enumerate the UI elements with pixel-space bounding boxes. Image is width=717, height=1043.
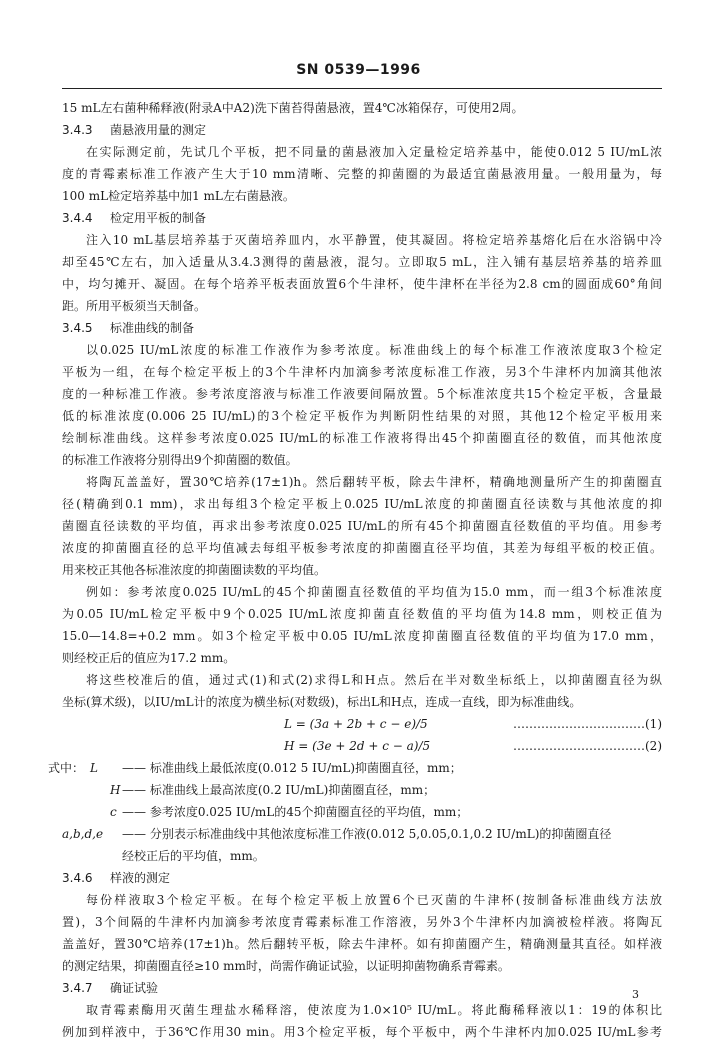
formula-number: ……………………………(1) xyxy=(513,717,662,731)
definition-text: —— 分别表示标准曲线中其他浓度标准工作液(0.012 5,0.05,0.1,0.2 IU/mL)的抑菌圈直径 xyxy=(122,827,612,841)
definition-symbol: H xyxy=(110,783,121,797)
section-number: 3.4.7 xyxy=(62,981,93,995)
formula-row xyxy=(62,735,662,757)
paragraph-line: 为0.05 IU/mL检定平板中9个0.025 IU/mL浓度抑菌直径数值的平均值为14.8 mm，则校正值为 xyxy=(62,607,662,621)
paragraph-line: 的测定结果，抑菌圈直径≥10 mm时，尚需作确证试验，以证明抑菌物确系青霉素。 xyxy=(62,959,510,973)
paragraph-line: 度的青霉素标准工作液产生大于10 mm清晰、完整的抑菌圈的为最适宜菌悬液用量。一般用量为，每 xyxy=(62,167,662,181)
paragraph-line: 盖盖好，置30℃培养(17±1)h。然后翻转平板，除去牛津杯。如有抑菌圈产生，精确测量其直径。如样液 xyxy=(62,937,662,951)
document-body xyxy=(48,97,662,1043)
paragraph-line: 径(精确到0.1 mm)，求出每组3个检定平板上0.025 IU/mL浓度的抑菌圈直径读数与其他浓度的抑 xyxy=(62,497,662,511)
definition-symbol: a,b,d,e xyxy=(62,827,104,841)
paragraph-line: 用来校正其他各标准浓度的抑菌圈读数的平均值。 xyxy=(62,563,327,577)
definition-text: —— 标准曲线上最低浓度(0.012 5 IU/mL)抑菌圈直径，mm； xyxy=(122,761,462,775)
section-heading xyxy=(62,207,662,229)
paragraph-line: 绘制标准曲线。这样参考浓度0.025 IU/mL的标准工作液将得出45个抑菌圈直径的数值，而其他浓度 xyxy=(62,431,662,445)
section-number: 3.4.3 xyxy=(62,123,93,137)
formula-equation: L = (3a + 2b + c − e)/5 xyxy=(284,717,428,731)
paragraph-line: 浓度的抑菌圈直径的总平均值减去每组平板参考浓度的抑菌圈直径平均值，其差为每组平板的校正值。 xyxy=(62,541,662,555)
page-number: 3 xyxy=(632,988,639,1001)
paragraph-line: 坐标(算术级)，以IU/mL计的浓度为横坐标(对数级)，标出L和H点，连成一直线，即为标准曲线。 xyxy=(62,695,582,709)
paragraph-line: 例如：参考浓度0.025 IU/mL的45个抑菌圈直径数值的平均值为15.0 mm，而一组3个标准浓度 xyxy=(86,585,662,599)
paragraph-line: 例加到样液中，于36℃作用30 min。用3个检定平板，每个平板中，两个牛津杯内加0.025 IU/mL参考 xyxy=(62,1025,662,1039)
formula-row xyxy=(62,713,662,735)
definition-continuation: 经校正后的平均值，mm。 xyxy=(122,849,265,863)
definition-symbol: c xyxy=(110,805,117,819)
paragraph-line: 注入10 mL基层培养基于灭菌培养皿内，水平静置，使其凝固。将检定培养基熔化后在水浴锅中冷 xyxy=(86,233,662,247)
section-title: 菌悬液用量的测定 xyxy=(110,123,207,137)
formula-equation: H = (3e + 2d + c − a)/5 xyxy=(284,739,431,753)
paragraph-line: 置)，3个间隔的牛津杯内加滴参考浓度青霉素标准工作溶液，另外3个牛津杯内加滴被检样液。将陶瓦 xyxy=(62,915,662,929)
section-number: 3.4.4 xyxy=(62,211,93,225)
paragraph-line: 15 mL左右菌种稀释液(附录A中A2)洗下菌苔得菌悬液，置4℃冰箱保存，可使用2周。 xyxy=(62,101,524,115)
section-title: 检定用平板的制备 xyxy=(110,211,207,225)
paragraph-line: 却至45℃左右，加入适量从3.4.3测得的菌悬液，混匀。立即取5 mL，注入铺有基层培养基的培养皿 xyxy=(62,255,662,269)
section-number: 3.4.5 xyxy=(62,321,93,335)
formula-number: ……………………………(2) xyxy=(513,739,662,753)
paragraph-line: 以0.025 IU/mL浓度的标准工作液作为参考浓度。标准曲线上的每个标准工作液浓度取3个检定 xyxy=(86,343,662,357)
paragraph-line: 将这些校准后的值，通过式(1)和式(2)求得L和H点。然后在半对数坐标纸上，以抑菌圈直径为纵 xyxy=(86,673,662,687)
symbol-definition xyxy=(62,801,662,823)
paragraph-line: 将陶瓦盖盖好，置30℃培养(17±1)h。然后翻转平板，除去牛津杯，精确地测量所产生的抑菌圈直 xyxy=(86,475,662,489)
section-heading xyxy=(62,119,662,141)
section-title: 样液的测定 xyxy=(110,871,171,885)
definition-symbol: L xyxy=(90,761,98,775)
paragraph-line: 则经校正后的值应为17.2 mm。 xyxy=(62,651,236,665)
header-divider xyxy=(62,88,662,89)
definition-text: —— 参考浓度0.025 IU/mL的45个抑菌圈直径的平均值，mm； xyxy=(122,805,469,819)
symbol-definition xyxy=(62,823,662,845)
paragraph-line: 距。所用平板须当天制备。 xyxy=(62,299,207,313)
paragraph-line: 的标准工作液将分别得出9个抑菌圈的数值。 xyxy=(62,453,298,467)
section-heading xyxy=(62,867,662,889)
section-title: 标准曲线的制备 xyxy=(110,321,195,335)
paragraph-line: 在实际测定前，先试几个平板，把不同量的菌悬液加入定量检定培养基中，能使0.012 5 IU/mL浓 xyxy=(86,145,662,159)
section-title: 确证试验 xyxy=(110,981,159,995)
paragraph-line: 度的一种标准工作液。参考浓度溶液与标准工作液要间隔放置。5个标准浓度共15个检定平板，含量最 xyxy=(62,387,662,401)
paragraph-line: 每份样液取3个检定平板。在每个检定平板上放置6个已灭菌的牛津杯(按制备标准曲线方法放 xyxy=(86,893,662,907)
section-number: 3.4.6 xyxy=(62,871,93,885)
paragraph-line: 15.0—14.8=+0.2 mm。如3个检定平板中0.05 IU/mL浓度抑菌圈直径数值的平均值为17.0 mm， xyxy=(62,629,662,643)
paragraph-line: 100 mL检定培养基中加1 mL左右菌悬液。 xyxy=(62,189,295,203)
paragraph-line: 低的标准浓度(0.006 25 IU/mL)的3个检定平板作为判断阴性结果的对照，其他12个检定平板用来 xyxy=(62,409,662,423)
standard-code-header: SN 0539—1996 xyxy=(296,62,421,78)
paragraph-line: 中，均匀摊开、凝固。在每个培养平板表面放置6个牛津杯，使牛津杯在半径为2.8 cm的圆面成60°角间 xyxy=(62,277,662,291)
section-heading xyxy=(62,977,662,999)
symbol-definition xyxy=(48,757,662,779)
paragraph-line: 取青霉素酶用灭菌生理盐水稀释溶，使浓度为1.0×10⁵ IU/mL。将此酶稀释液以1：19的体积比 xyxy=(86,1003,662,1017)
section-heading xyxy=(62,317,662,339)
definition-prefix: 式中： xyxy=(48,761,85,775)
definition-text: —— 标准曲线上最高浓度(0.2 IU/mL)抑菌圈直径，mm； xyxy=(122,783,436,797)
paragraph-line: 菌圈直径读数的平均值，再求出参考浓度0.025 IU/mL的所有45个抑菌圈直径数值的平均值。用参考 xyxy=(62,519,662,533)
paragraph-line: 平板为一组，在每个检定平板上的3个牛津杯内加滴参考浓度标准工作液，另3个牛津杯内加滴其他浓 xyxy=(62,365,662,379)
symbol-definition xyxy=(62,779,662,801)
